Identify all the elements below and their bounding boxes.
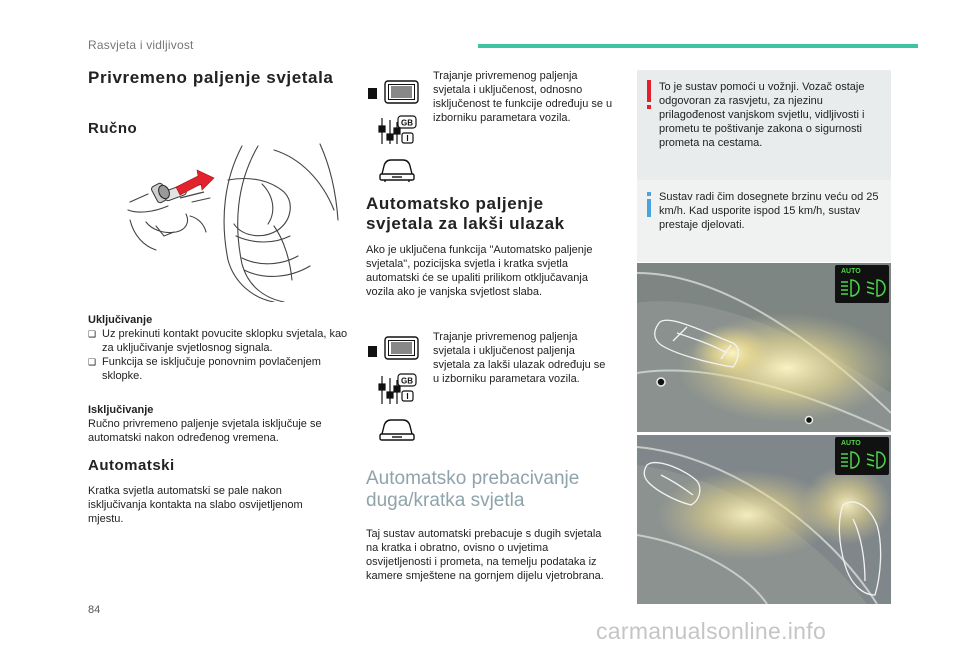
high-beam-assist-title: Automatsko prebacivanje duga/kratka svjetla	[366, 468, 580, 511]
header-accent-bar	[478, 44, 918, 48]
warning-exclamation-dot	[647, 105, 651, 109]
page-number: 84	[88, 604, 101, 616]
page-title: Privremeno paljenje svjetala	[88, 68, 334, 87]
switch-on-item-1: ❑ Uz prekinuti kontakt povucite sklopku svjetala, kao za uključivanje svjetlosnog signala.	[88, 328, 348, 354]
auto-high-beam-indicator	[835, 265, 889, 303]
watermark: carmanualsonline.info	[596, 618, 827, 644]
info-icon-dot	[647, 192, 651, 196]
subtitle-automatic: Automatski	[88, 457, 175, 474]
switch-on-block	[88, 313, 348, 383]
section-label: Rasvjeta i vidljivost	[88, 38, 194, 52]
auto-label: AUTO	[841, 268, 861, 275]
warning-notice	[637, 70, 891, 184]
switch-off-block	[88, 403, 348, 445]
touchscreen-icon	[385, 81, 418, 103]
screen-small-icon	[368, 346, 377, 357]
headlight-icons	[839, 277, 887, 299]
switch-off-title: Isključivanje	[88, 404, 154, 416]
screen-small-icon	[368, 88, 377, 99]
bullet-checkbox-icon: ❑	[88, 357, 97, 367]
menu-text-1: Trajanje privremenog paljenja svjetala i uključenost, odnosno isključenost te funkcije određuju se u izborniku parametara vozila.	[433, 70, 613, 124]
info-icon	[647, 199, 651, 217]
light-stalk-illustration	[124, 140, 340, 302]
warning-text: To je sustav pomoći u vožnji. Vozač ostaje odgovoran za rasvjetu, za njezinu prilagođenost vanjskom svjetlu, vidljivosti i prometu te poštivanje zakona o sigurnosti prometa na cestama.	[659, 81, 865, 149]
high-beam-photo-2	[637, 435, 891, 604]
high-beam-photo-1	[637, 263, 891, 432]
menu-text-2: Trajanje privremenog paljenja svjetala i uključenost paljenja svjetala za lakši ulazak određuju se u izborniku parametara vozila.	[433, 331, 606, 385]
headlight-icons	[839, 449, 887, 471]
vehicle-settings-icon	[380, 420, 414, 440]
gb-badge: GB	[401, 376, 413, 386]
high-beam-assist-text: Taj sustav automatski prebacuje s dugih svjetala na kratka i obratno, ovisno o uvjetima osvijetljenosti i prometa, na temelju podataka iz kamere smještene na gornjem dijelu vjetrobrana.	[366, 528, 604, 582]
settings-menu-icons-2	[366, 332, 426, 444]
gb-badge: GB	[401, 118, 413, 128]
welcome-lighting-text: Ako je uključena funkcija "Automatsko paljenje svjetala", pozicijska svjetla i kratka svjetla automatski će se upaliti prilikom otključavanja vozila ako je vanjska svjetlost slaba.	[366, 244, 593, 298]
info-notice	[637, 180, 891, 262]
bullet-checkbox-icon: ❑	[88, 329, 97, 339]
automatic-text: Kratka svjetla automatski se pale nakon isključivanja kontakta na slabo osvijetljenom mjestu.	[88, 485, 303, 525]
warning-exclamation-icon	[647, 80, 651, 102]
switch-on-title: Uključivanje	[88, 314, 153, 326]
settings-menu-icons	[366, 78, 426, 182]
subtitle-manual: Ručno	[88, 120, 138, 137]
info-text: Sustav radi čim dosegnete brzinu veću od 25 km/h. Kad usporite ispod 15 km/h, sustav prestaje djelovati.	[659, 191, 879, 231]
switch-off-text: Ručno privremeno paljenje svjetala isključuje se automatski nakon određenog vremena.	[88, 418, 322, 444]
welcome-lighting-title: Automatsko paljenje svjetala za lakši ulazak	[366, 194, 565, 233]
auto-label: AUTO	[841, 440, 861, 447]
touchscreen-icon	[385, 337, 418, 359]
switch-on-item-2: ❑ Funkcija se isključuje ponovnim povlačenjem sklopke.	[88, 356, 321, 382]
vehicle-settings-icon	[380, 160, 414, 182]
auto-low-beam-indicator	[835, 437, 889, 475]
